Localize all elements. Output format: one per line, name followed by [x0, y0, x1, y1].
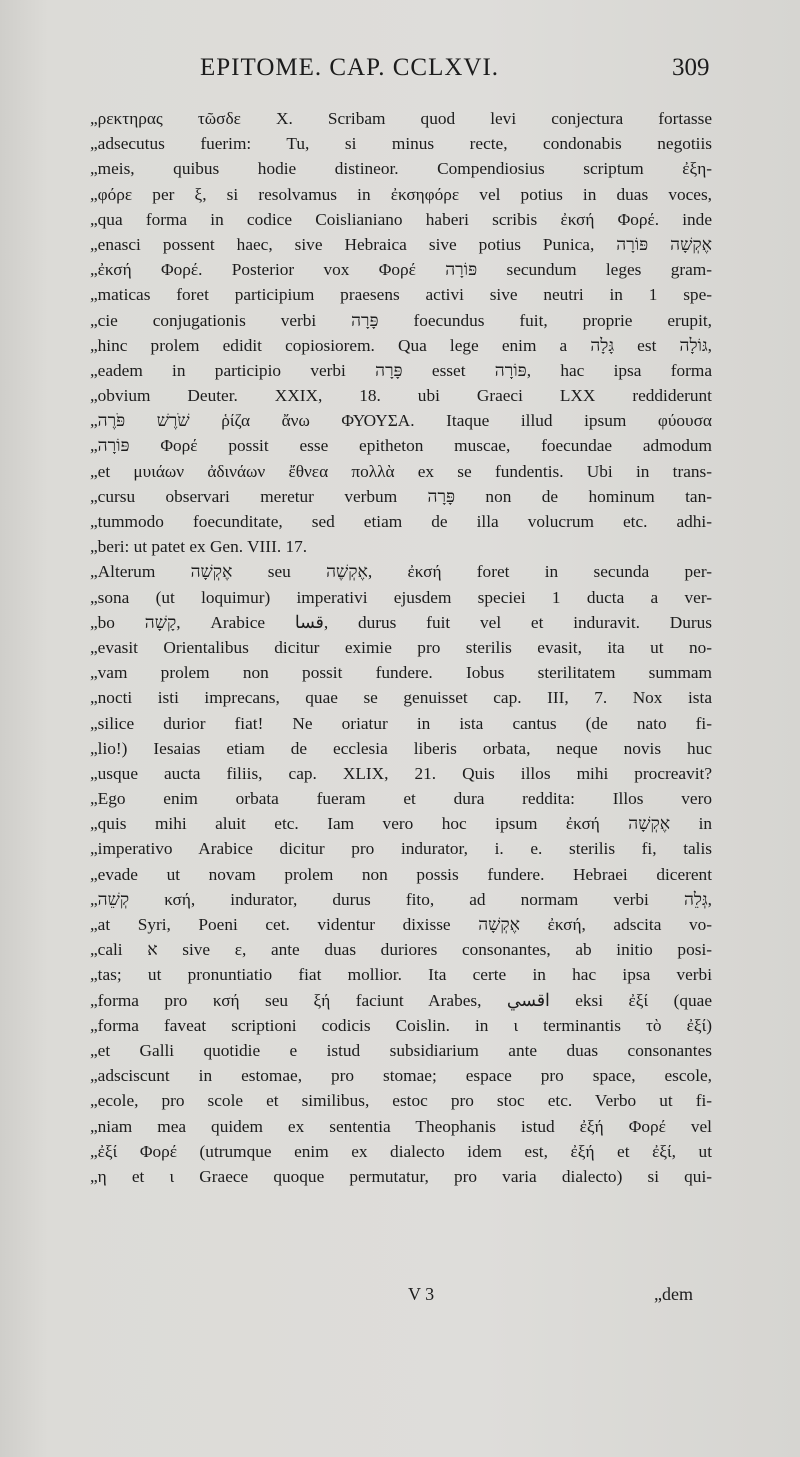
page-body-text — [90, 106, 712, 1189]
text-line: „imperativo Arabice dicitur pro indurator, i. e. sterilis fi, talis — [90, 839, 712, 859]
text-line: „obvium Deuter. XXIX, 18. ubi Graeci LXX reddiderunt — [90, 386, 712, 406]
text-line: „tas; ut pronuntiatio fiat mollior. Ita certe in hac ipsa verbi — [90, 965, 712, 985]
text-line: „ἐξί Φορέ (utrumque enim ex dialecto idem est, ἐξή et ἐξί, ut — [90, 1141, 712, 1161]
text-line: „enasci possent haec, sive Hebraica sive potius Punica, אֶקְשָׁה פּוֹרָה — [90, 234, 712, 254]
text-line: „maticas foret participium praesens activi sive neutri in 1 spe- — [90, 285, 712, 305]
text-line: „meis, quibus hodie distineor. Compendiosius scriptum ἐξη- — [90, 159, 712, 179]
text-line: „adsecutus fuerim: Tu, si minus recte, condonabis negotiis — [90, 134, 712, 154]
text-line: „vam prolem non possit fundere. Iobus sterilitatem summam — [90, 663, 712, 683]
text-line: „evade ut novam prolem non possis fundere. Hebraei dicerent — [90, 864, 712, 884]
page-number: 309 — [672, 54, 710, 81]
text-line: „tummodo foecunditate, sed etiam de illa volucrum etc. adhi- — [90, 512, 712, 531]
signature-mark: V 3 — [408, 1284, 435, 1304]
text-line: „φόρε per ξ, si resolvamus in ἐκσηφόρε vel potius in duas voces, — [90, 184, 712, 204]
text-line: „cursu observari meretur verbum פָּרָה non de hominum tan- — [90, 486, 712, 506]
text-line: „bo קָשָׁה, Arabice قسا, durus fuit vel et induravit. Durus — [90, 612, 712, 632]
text-line: „et Galli quotidie e istud subsidiarium ante duas consonantes — [90, 1040, 712, 1060]
text-line: „קְשֵׁה κσή, indurator, durus fito, ad normam verbi גְּלֵה, — [90, 889, 712, 909]
text-line: „adsciscunt in estomae, pro stomae; espace pro space, escole, — [90, 1066, 712, 1086]
text-line: „eadem in participio verbi פָּרָה esset פּוֹרָה, hac ipsa forma — [90, 360, 712, 380]
text-line: „η et ι Graece quoque permutatur, pro varia dialecto) si qui- — [90, 1166, 712, 1186]
text-line: „ρεκτηρας τῶσδε Χ. Scribam quod levi conjectura fortasse — [90, 109, 712, 128]
page-footer — [0, 1284, 800, 1314]
page-header — [0, 54, 800, 94]
text-line: „sona (ut loquimur) imperativi ejusdem speciei 1 ducta a ver- — [90, 587, 712, 607]
text-line: „silice durior fiat! Ne oriatur in ista cantus (de nato fi- — [90, 713, 712, 733]
text-line: „forma pro κσή seu ξή faciunt Arabes, اقسي eksi ἐξί (quae — [90, 990, 712, 1010]
text-line: „nocti isti imprecans, quae se genuisset cap. III, 7. Nox ista — [90, 688, 712, 708]
text-line: „שֹׁרֶשׁ פֹּרֶה ῥίζα ἄνω ΦΥΟΥΣΑ. Itaque illud ipsum φύουσα — [90, 411, 712, 431]
text-line: „forma faveat scriptioni codicis Coislin. in ι terminantis τὸ ἐξί) — [90, 1015, 712, 1035]
text-line: „cie conjugationis verbi פָּרָה foecundus fuit, proprie erupit, — [90, 310, 712, 330]
text-line: „qua forma in codice Coislianiano haberi scribis ἐκσή Φορέ. inde — [90, 209, 712, 229]
running-title: EPITOME. CAP. CCLXVI. — [200, 54, 500, 81]
text-line: „Ego enim orbata fueram et dura reddita: Illos vero — [90, 789, 712, 809]
text-line: „hinc prolem edidit copiosiorem. Qua lege enim a גָּלָה est גּוֹלָה, — [90, 335, 712, 355]
text-line: „usque aucta filiis, cap. XLIX, 21. Quis illos mihi procreavit? — [90, 763, 712, 783]
text-line: „beri: ut patet ex Gen. VIII. 17. — [90, 537, 308, 557]
text-line: „פּוֹרָה Φορέ possit esse epitheton muscae, foecundae admodum — [90, 436, 712, 456]
text-line: „cali א sive ε, ante duas duriores consonantes, ab initio posi- — [90, 940, 712, 960]
text-line: „ecole, pro scole et similibus, estoc pro stoc etc. Verbo ut fi- — [90, 1091, 712, 1111]
text-line: „at Syri, Poeni cet. videntur dixisse אֶקְשָׁה ἐκσή, adscita vo- — [90, 915, 712, 934]
text-line: „et μυιάων ἀδινάων ἔθνεα πολλὰ ex se fundentis. Ubi in trans- — [90, 461, 712, 481]
text-line: „Alterum אֶקְשָׁה seu אֶקְשֶׁה, ἐκσή foret in secunda per- — [90, 562, 712, 582]
text-line: „niam mea quidem ex sententia Theophanis istud ἐξή Φορέ vel — [90, 1116, 712, 1136]
text-line: „lio!) Iesaias etiam de ecclesia liberis orbata, neque novis huc — [90, 738, 712, 758]
text-line: „evasit Orientalibus dicitur eximie pro sterilis evasit, ita ut no- — [90, 637, 712, 657]
catchword: „dem — [654, 1284, 693, 1304]
text-line: „quis mihi aluit etc. Iam vero hoc ipsum ἐκσή אֶקְשָׁה in — [90, 814, 713, 834]
text-line: „ἐκσή Φορέ. Posterior vox Φορέ פּוֹרָה secundum leges gram- — [90, 260, 712, 280]
